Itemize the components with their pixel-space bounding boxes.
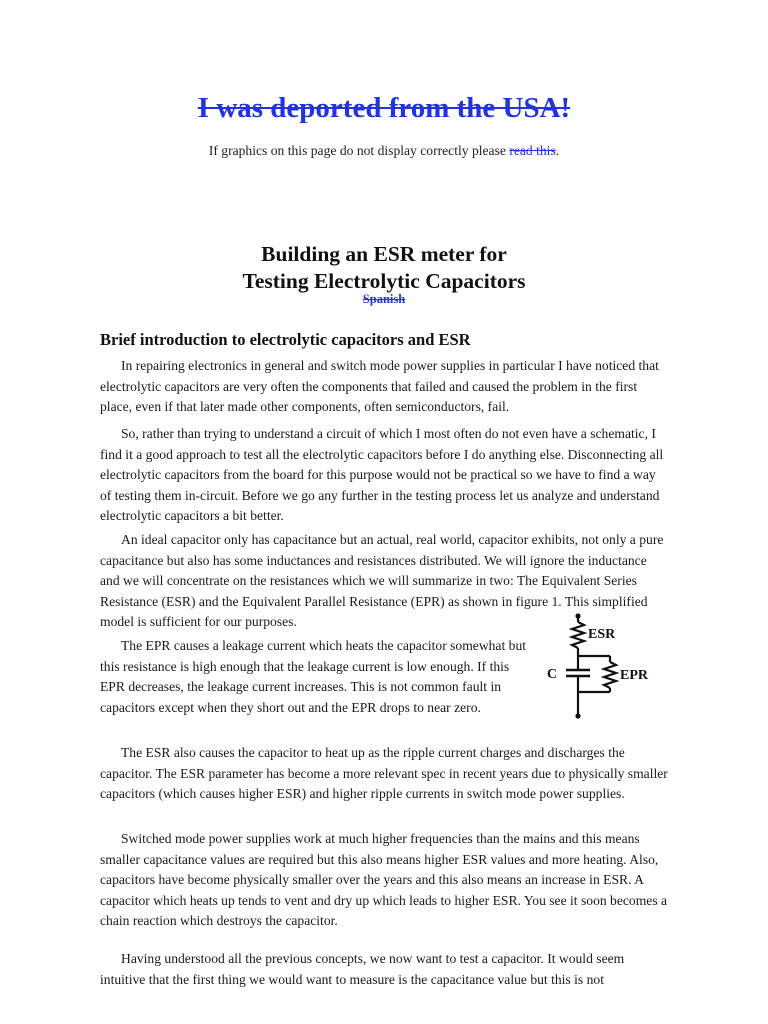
page-title <box>0 241 768 295</box>
capacitor-label: C <box>547 667 558 682</box>
spanish-link[interactable]: Spanish <box>362 292 406 306</box>
paragraph-1: In repairing electronics in general and switch mode power supplies in particular I have noticed that electrolytic capacitors are very often the components that failed and caused the problem in the first place, even if that later made other components, often semiconductors, fail. <box>100 358 659 414</box>
notice-suffix: . <box>555 143 560 158</box>
graphics-notice <box>0 143 768 159</box>
esr-label: ESR <box>588 627 616 642</box>
section-heading: Brief introduction to electrolytic capacitors and ESR <box>100 330 471 349</box>
bottom-terminal <box>575 713 580 718</box>
epr-label: EPR <box>620 668 648 683</box>
paragraph-4: The EPR causes a leakage current which heats the capacitor somewhat but this resistance is high enough that the leakage current is low enough. If this EPR decreases, the leakage current increases. This is not common fault in capacitors except when they short out and the EPR drops to near zero. <box>100 638 527 715</box>
epr-resistor-symbol <box>604 662 616 688</box>
deported-banner-link[interactable]: I was deported from the USA! <box>197 92 571 124</box>
esr-resistor-symbol <box>572 622 584 648</box>
read-this-link[interactable]: read this <box>509 143 556 158</box>
title-line-2: Testing Electrolytic Capacitors <box>242 269 526 293</box>
paragraph-3: An ideal capacitor only has capacitance but an actual, real world, capacitor exhibits, not only a pure capacitance but also has some inductances and resistances distributed. We will ignore the inductance and we will concentrate on the resistances which we will summarize in two: The Equivalent Series Resistance (ESR) and the Equivalent Parallel Resistance (EPR) as shown in figure 1. This simplified model is sufficient for our purposes. <box>100 532 664 629</box>
paragraph-2: So, rather than trying to understand a circuit of which I most often do not even have a schematic, I find it a good approach to test all the electrolytic capacitors before I do anything else. Disconnecting all electrolytic capacitors from the board for this purpose would not be practical so we have to find a way of testing them in-circuit. Before we go any further in the testing process let us analyze and understand electrolytic capacitors a bit better. <box>100 426 664 523</box>
notice-prefix: If graphics on this page do not display correctly please <box>208 143 510 158</box>
paragraph-6: Switched mode power supplies work at much higher frequencies than the mains and this means smaller capacitance values are required but this also means higher ESR values and more heating. Also, capacitors have become physically smaller over the years and this also means an increase in ESR. A capacitor which heats up tends to vent and dry up which leads to higher ESR. You see it soon becomes a chain reaction which destroys the capacitor. <box>100 831 668 928</box>
paragraph-7: Having understood all the previous concepts, we now want to test a capacitor. It would seem intuitive that the first thing we would want to measure is the capacitance value but this is not <box>100 951 625 987</box>
paragraph-5: The ESR also causes the capacitor to heat up as the ripple current charges and discharges the capacitor. The ESR parameter has become a more relevant spec in recent years due to physically smaller capacitors (which causes higher ESR) and higher ripple currents in switch mode power supplies. <box>100 745 668 801</box>
capacitor-model-figure <box>544 612 664 722</box>
title-line-1: Building an ESR meter for <box>261 242 507 266</box>
top-terminal <box>575 613 580 618</box>
